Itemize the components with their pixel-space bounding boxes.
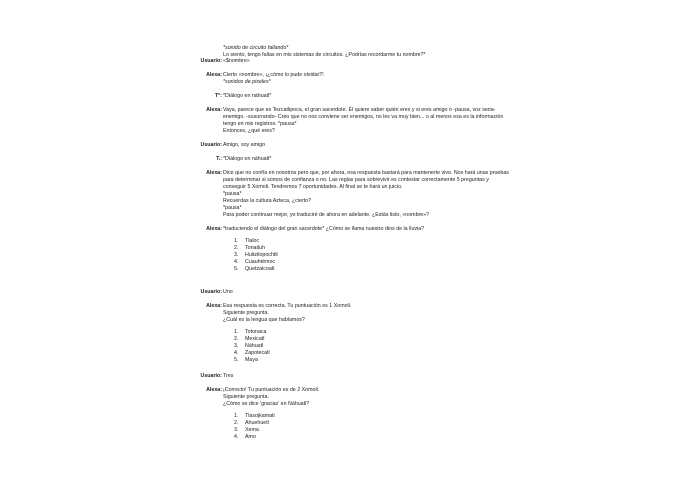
option-number: 2. [234,245,239,251]
dialogue-line: «$nombre» [223,58,250,64]
dialogue-line: conseguir 5 Xomoli. Tendremos 7 oportunidades. Al final se te hará un juicio. [223,184,403,190]
option-number: 1. [234,413,239,419]
dialogue-line: *sonido de circuito fallando* [223,45,289,51]
dialogue-line: *pausa* [223,205,242,211]
option-number: 5. [234,357,239,363]
dialogue-line: Lo siento, tengo fallas en mis sistemas de circuitos. ¿Podrías recordarme tu nombre?* [223,52,426,58]
answer-options-list [223,413,523,441]
option-text: Zapotecatl [245,350,270,356]
answer-options-list [223,238,523,273]
answer-option [223,238,523,245]
option-text: Totonaca [245,329,267,335]
answer-option [223,259,523,266]
dialogue-text [223,72,523,86]
answer-option [223,357,523,364]
speaker-label: Alexa: [206,170,222,176]
answer-option [223,336,523,343]
option-number: 4. [234,350,239,356]
option-number: 4. [234,434,239,440]
option-number: 1. [234,329,239,335]
option-text: Tlaloc [245,238,260,244]
dialogue-line: ¡Correcto! Tu puntuación es de 2 Xomoli. [223,387,320,393]
dialogue-line: *Diálogo en náhuatl* [223,93,272,99]
dialogue-text [223,107,523,135]
speaker-label: Alexa: [206,226,222,232]
dialogue-line: enemigo. -susurrando- Creo que no nos conviene ser enemigos, no les va muy bien... o al menos esa es la información [223,114,504,120]
dialogue-text [223,387,523,441]
dialogue-line: tengo en mis registros. *pausa* [223,121,297,127]
dialogue-line: para determinar si somos de confianza o no. Las reglas para sobrevivir es contestar correctamente 5 preguntas y [223,177,489,183]
speaker-label: Alexa: [206,387,222,393]
answer-options-list [223,329,523,364]
speaker-label: Usuario: [200,289,222,295]
option-text: Ahuehuetl [245,420,269,426]
dialogue-line: ¿Cómo se dice 'gracias' en Náhuatl? [223,401,310,407]
option-number: 4. [234,259,239,265]
dialogue-text [223,226,523,273]
answer-option [223,427,523,434]
speaker-label: T°: [214,93,222,99]
option-number: 3. [234,427,239,433]
dialogue-line: *sonidos de pixeles* [223,79,271,85]
dialogue-text [223,156,523,163]
option-number: 5. [234,266,239,272]
speaker-label: Usuario: [200,373,222,379]
dialogue-line: Siguiente pregunta. [223,394,269,400]
speaker-label: Alexa: [206,303,222,309]
option-number: 2. [234,336,239,342]
option-text: Náhuatl [245,343,264,349]
dialogue-text [223,45,523,59]
dialogue-line: *Diálogo en náhuatl* [223,156,272,162]
option-number: 2. [234,420,239,426]
answer-option [223,329,523,336]
answer-option [223,413,523,420]
dialogue-line: ¿Cuál es la lengua que hablamos? [223,317,305,323]
dialogue-text [223,93,523,100]
answer-option [223,252,523,259]
dialogue-text [223,289,523,296]
option-text: Quetzalcoatl [245,266,275,272]
option-text: Huitzilopochtli [245,252,278,258]
speaker-label: Usuario: [200,58,222,64]
dialogue-line: Dice que no confía en nosotros pero que, por ahora, esa respuesta bastará para mantenerte vivo. Nos hará unas pruebas [223,170,509,176]
answer-option [223,350,523,357]
speaker-label: T.: [216,156,222,162]
dialogue-line: Siguiente pregunta. [223,310,269,316]
dialogue-text [223,170,523,219]
dialogue-line: *pausa* [223,191,242,197]
answer-option [223,420,523,427]
dialogue-line: Entonces, ¿qué eres? [223,128,275,134]
answer-option [223,266,523,273]
dialogue-line: *traduciendo el diálogo del gran sacerdote* ¿Cómo se llama nuestro dios de la lluvia? [223,226,425,232]
option-number: 3. [234,252,239,258]
dialogue-line: Vaya, parece que es Tezcatlipoca, el gran sacerdote. Él quiere saber quién eres y si eres amigo o -pausa, voz seria- [223,107,496,113]
option-text: Mexicatl [245,336,265,342]
speaker-label: Usuario: [200,142,222,148]
option-text: Maya [245,357,258,363]
option-text: Amo [245,434,256,440]
dialogue-text [223,142,523,149]
dialogue-text [223,373,523,380]
dialogue-line: Cierto «nombre», ¡¿cómo lo pude olvidar?! [223,72,324,78]
dialogue-text [223,303,523,364]
speaker-label: Alexa: [206,107,222,113]
option-text: Xema [245,427,259,433]
option-text: Tlasojkamati [245,413,275,419]
dialogue-line: Esa respuesta es correcta. Tu puntuación es 1 Xomoli. [223,303,352,309]
answer-option [223,343,523,350]
dialogue-line: Para poder continuar mejor, yo traduciré de ahora en adelante. ¿Estás listo, «nombre»? [223,212,430,218]
dialogue-line: Tres [223,373,234,379]
dialogue-line: Amigo, soy amigo [223,142,266,148]
option-text: Tonatiuh [245,245,266,251]
dialogue-line: Uno [223,289,233,295]
option-text: Cuauhtémoc [245,259,276,265]
answer-option [223,245,523,252]
dialogue-text [223,58,523,65]
option-number: 1. [234,238,239,244]
speaker-label: Alexa: [206,72,222,78]
answer-option [223,434,523,441]
dialogue-line: Recuerdas la cultura Azteca, ¿cierto? [223,198,312,204]
option-number: 3. [234,343,239,349]
